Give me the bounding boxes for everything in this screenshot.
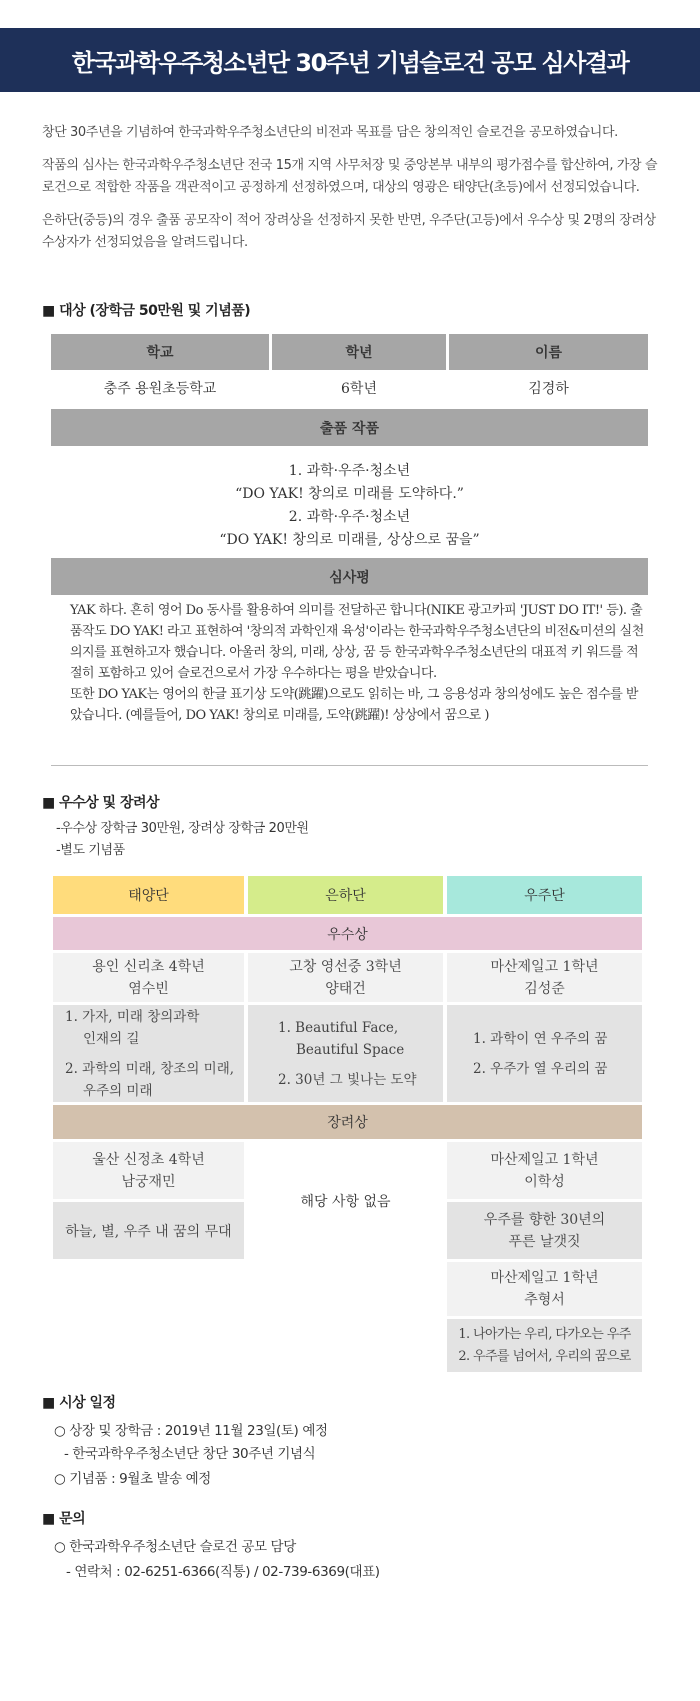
awards-note: -우수상 장학금 30만원, 장려상 장학금 20만원 (56, 821, 309, 836)
work-line: “DO YAK! 창의로 미래를 도약하다.” (235, 486, 464, 502)
review-paragraph: YAK 하다. 흔히 영어 Do 동사를 활용하여 의미를 전달하곤 합니다(NIKE 광고카피 'JUST DO IT!' 등). 출품작도 DO YAK! 라고 표현하여 '창의적 과학인재 육성'이라는 한국과학우주청소년단의 비전&미션의 실천의지를 표현하고자 했습니다. 아울러 창의, 미래, 상상, 꿈 등 한국과학우주청소년단의 대표적 키 워드를 적절히 포함하고 있어 슬로건으로서 가장 우수하다는 평을 받았습니다. (70, 603, 644, 681)
winner-name: 남궁재민 (121, 1173, 176, 1190)
schedule-line: - 한국과학우주청소년단 창단 30주년 기념식 (64, 1446, 316, 1462)
contact-title: ■ 문의 (42, 1511, 86, 1527)
encouragement-galaxy-none: 해당 사항 없음 (300, 1193, 391, 1210)
work-line: 2. 우주를 넘어서, 우리의 꿈으로 (458, 1348, 631, 1364)
excellence-sun-winner (53, 953, 244, 1002)
divider (51, 765, 648, 766)
encouragement-header: 장려상 (53, 1105, 642, 1139)
winner-name: 김성준 (524, 980, 565, 997)
work-line: Beautiful Space (296, 1041, 405, 1058)
encouragement-space-winner (447, 1262, 642, 1316)
grand-prize-title: ■ 대상 (장학금 50만원 및 기념품) (42, 303, 251, 319)
column-space: 우주단 (447, 876, 642, 914)
header-grade: 학년 (272, 334, 446, 370)
intro-paragraph: 작품의 심사는 한국과학우주청소년단 전국 15개 지역 사무처장 및 중앙본부 내부의 평가점수를 합산하여, 가장 슬로건으로 적합한 작품을 객관적이고 공정하게 선정하였으며, 대상의 영광은 태양단(초등)에서 선정되었습니다. (42, 158, 658, 195)
winner-school: 용인 신리초 4학년 (92, 958, 205, 975)
work-line: 1. 과학이 연 우주의 꿈 (473, 1030, 608, 1047)
encouragement-space-winner (447, 1142, 642, 1199)
work-line: 우주의 미래 (83, 1082, 153, 1099)
grand-school: 충주 용원초등학교 (103, 381, 217, 397)
winner-school: 고창 영선중 3학년 (289, 958, 402, 975)
encouragement-space-work (447, 1202, 642, 1259)
grand-name: 김경하 (528, 381, 569, 397)
work-line: 인재의 길 (83, 1030, 140, 1047)
grand-works (51, 460, 648, 552)
awards-note: -별도 기념품 (56, 843, 125, 858)
column-sun: 태양단 (53, 876, 244, 914)
winner-name: 이학성 (524, 1173, 565, 1190)
header-school: 학교 (51, 334, 269, 370)
winner-school: 울산 신정초 4학년 (92, 1151, 205, 1168)
contact-line: ○ 한국과학우주청소년단 슬로건 공모 담당 (54, 1539, 296, 1555)
encouragement-space-work (447, 1319, 642, 1372)
page-title: 한국과학우주청소년단 30주년 기념슬로건 공모 심사결과 (0, 28, 700, 92)
review-paragraph: 또한 DO YAK는 영어의 한글 표기상 도약(跳躍)으로도 읽히는 바, 그 응용성과 창의성에도 높은 점수를 받았습니다. (예를들어, DO YAK! 창의로 미래를, 도약(跳躍)! 상상에서 꿈으로 ) (70, 687, 638, 723)
excellence-sun-works (53, 1005, 244, 1102)
work-line: 2. 과학의 미래, 창조의 미래, (65, 1060, 235, 1077)
work-line: 1. 과학·우주·청소년 (288, 463, 411, 479)
winner-school: 마산제일고 1학년 (490, 958, 599, 975)
schedule-line: ○ 기념품 : 9월초 발송 예정 (54, 1471, 211, 1487)
work-line: 2. 과학·우주·청소년 (288, 509, 411, 525)
excellence-header: 우수상 (53, 917, 642, 950)
winner-name: 추형서 (524, 1292, 565, 1308)
schedule-line: ○ 상장 및 장학금 : 2019년 11월 23일(토) 예정 (54, 1423, 328, 1439)
column-galaxy: 은하단 (248, 876, 443, 914)
review-header: 심사평 (51, 558, 648, 595)
work-line: 2. 30년 그 빛나는 도약 (278, 1071, 417, 1088)
review-text (70, 600, 646, 726)
excellence-space-works (447, 1005, 642, 1102)
grand-grade: 6학년 (341, 381, 377, 397)
encouragement-sun-winner (53, 1142, 244, 1199)
awards-title: ■ 우수상 및 장려상 (42, 795, 160, 811)
excellence-galaxy-works (248, 1005, 443, 1102)
winner-school: 마산제일고 1학년 (490, 1270, 599, 1286)
schedule-title: ■ 시상 일정 (42, 1395, 116, 1411)
work-line: 1. 가자, 미래 창의과학 (65, 1008, 200, 1025)
contact-phone: - 연락처 : 02-6251-6366(직통) / 02-739-6369(대표) (66, 1564, 380, 1580)
works-header: 출품 작품 (51, 409, 648, 446)
intro-text (42, 122, 667, 265)
intro-paragraph: 창단 30주년을 기념하여 한국과학우주청소년단의 비전과 목표를 담은 창의적인 슬로건을 공모하였습니다. (42, 125, 618, 140)
work-line: 우주를 향한 30년의 (483, 1211, 606, 1228)
winner-name: 양태건 (325, 980, 366, 997)
work-line: 1. 나아가는 우리, 다가오는 우주 (458, 1326, 631, 1342)
work-line: 2. 우주가 열 우리의 꿈 (473, 1060, 608, 1077)
work-line: “DO YAK! 창의로 미래를, 상상으로 꿈을” (219, 532, 480, 548)
winner-school: 마산제일고 1학년 (490, 1151, 599, 1168)
work-line: 1. Beautiful Face, (278, 1019, 399, 1036)
intro-paragraph: 은하단(중등)의 경우 출품 공모작이 적어 장려상을 선정하지 못한 반면, 우주단(고등)에서 우수상 및 2명의 장려상 수상자가 선정되었음을 알려드립니다. (42, 213, 656, 250)
header-name: 이름 (449, 334, 648, 370)
excellence-space-winner (447, 953, 642, 1002)
encouragement-sun-work: 하늘, 별, 우주 내 꿈의 무대 (53, 1202, 244, 1259)
work-line: 푸른 날갯짓 (508, 1233, 581, 1250)
excellence-galaxy-winner (248, 953, 443, 1002)
winner-name: 염수빈 (128, 980, 169, 997)
